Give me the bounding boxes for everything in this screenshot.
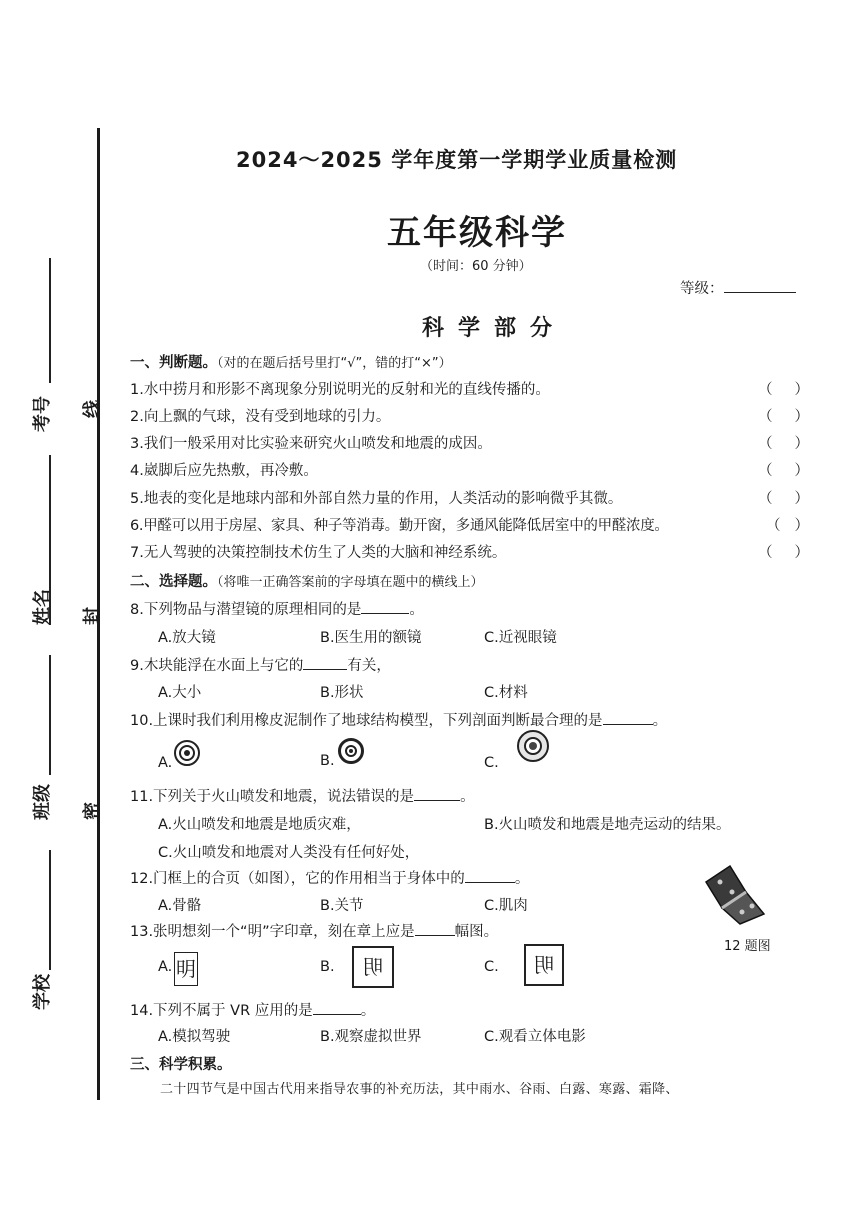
- q11-option-a[interactable]: A.火山喷发和地震是地质灾难，: [158, 817, 361, 833]
- judge-item-7: 7.无人驾驶的决策控制技术仿生了人类的大脑和神经系统。: [130, 545, 507, 561]
- q9-blank: [303, 669, 347, 670]
- judge-item-3: 3.我们一般采用对比实验来研究火山喷发和地震的成因。: [130, 436, 492, 452]
- q13-option-c[interactable]: C.: [484, 959, 499, 975]
- class-label: 班级: [32, 784, 53, 820]
- q10-blank: [603, 724, 653, 725]
- grade-label: 等级：: [680, 277, 796, 298]
- q12-figure-caption: 12 题图: [724, 939, 771, 954]
- q14-option-c[interactable]: C.观看立体电影: [484, 1029, 586, 1045]
- q10-stem: 10.上课时我们利用橡皮泥制作了地球结构模型，下列剖面判断最合理的是 。: [130, 713, 668, 729]
- q14-blank: [313, 1014, 361, 1015]
- q11-option-b[interactable]: B.火山喷发和地震是地壳运动的结果。: [484, 817, 731, 833]
- q9-option-a[interactable]: A.大小: [158, 685, 202, 701]
- sec1-heading-row: [130, 351, 452, 372]
- earth-model-c-icon: [517, 730, 549, 762]
- hinge-icon: [700, 862, 772, 928]
- exam-title: 2024～2025 学年度第一学期学业质量检测: [236, 148, 678, 172]
- judge-item-4: 4.崴脚后应先热敷，再冷敷。: [130, 463, 318, 479]
- q12-blank: [465, 882, 515, 883]
- judge-item-1: 1.水中捞月和形影不离现象分别说明光的反射和光的直线传播的。: [130, 382, 550, 398]
- school-blank: [49, 850, 51, 970]
- sec2-heading: 二、选择题。: [130, 574, 217, 590]
- q11-blank: [414, 800, 460, 801]
- answer-paren-4: （ ）: [758, 463, 809, 479]
- sec1-heading: 一、判断题。: [130, 355, 217, 371]
- sec1-instruction: （对的在题后括号里打“√”，错的打“×”）: [217, 356, 452, 371]
- q13-option-a[interactable]: A.: [158, 959, 173, 975]
- exam-number-label: 考号: [32, 396, 53, 432]
- stamp-a-icon: 明: [174, 952, 198, 986]
- q12-stem: 12.门框上的合页（如图），它的作用相当于身体中的 。: [130, 871, 530, 887]
- stamp-b-icon: 明: [352, 946, 394, 988]
- q13-blank: [415, 935, 455, 936]
- sec3-paragraph: 二十四节气是中国古代用来指导农事的补充历法，其中雨水、谷雨、白露、寒露、霜降、: [160, 1082, 679, 1097]
- q9-option-c[interactable]: C.材料: [484, 685, 528, 701]
- judge-item-5: 5.地表的变化是地球内部和外部自然力量的作用，人类活动的影响微乎其微。: [130, 491, 623, 507]
- answer-paren-7: （ ）: [758, 545, 809, 561]
- part-title: 科学部分: [422, 316, 567, 341]
- q14-option-a[interactable]: A.模拟驾驶: [158, 1029, 231, 1045]
- q14-option-b[interactable]: B.观察虚拟世界: [320, 1029, 422, 1045]
- q9-option-b[interactable]: B.形状: [320, 685, 364, 701]
- school-label: 学校: [32, 974, 53, 1010]
- q14-stem: 14.下列不属于 VR 应用的是 。: [130, 1003, 376, 1019]
- q12-option-c[interactable]: C.肌肉: [484, 898, 528, 914]
- stamp-c-icon: 明: [524, 944, 564, 986]
- q8-option-a[interactable]: A.放大镜: [158, 630, 216, 646]
- q12-option-b[interactable]: B.关节: [320, 898, 364, 914]
- q11-option-c[interactable]: C.火山喷发和地震对人类没有任何好处，: [158, 845, 420, 861]
- name-label: 姓名: [32, 589, 53, 625]
- earth-model-a-icon: [174, 740, 200, 766]
- grade-blank: [724, 292, 796, 293]
- q12-option-a[interactable]: A.骨骼: [158, 898, 202, 914]
- judge-item-6: 6.甲醛可以用于房屋、家具、种子等消毒。勤开窗，多通风能降低居室中的甲醛浓度。: [130, 518, 669, 534]
- q8-blank: [361, 613, 409, 614]
- q10-option-b[interactable]: B.: [320, 753, 335, 769]
- q13-option-b[interactable]: B.: [320, 959, 335, 975]
- q10-option-c[interactable]: C.: [484, 755, 499, 771]
- earth-model-b-icon: [338, 738, 364, 764]
- answer-paren-6: （ ）: [766, 518, 809, 534]
- seal-word-secret: 密: [82, 802, 103, 820]
- q13-stem: 13.张明想刻一个“明”字印章，刻在章上应是 幅图。: [130, 924, 499, 940]
- answer-paren-5: （ ）: [758, 491, 809, 507]
- seal-word-seal: 封: [82, 607, 103, 625]
- sec2-heading-row: [130, 570, 484, 591]
- subject-title: 五年级科学: [387, 213, 567, 253]
- q8-stem: 8.下列物品与潜望镜的原理相同的是 。: [130, 602, 424, 618]
- answer-paren-3: （ ）: [758, 436, 809, 452]
- answer-paren-2: （ ）: [758, 409, 809, 425]
- judge-item-2: 2.向上飘的气球，没有受到地球的引力。: [130, 409, 391, 425]
- q8-option-c[interactable]: C.近视眼镜: [484, 630, 557, 646]
- sec3-heading: 三、科学积累。: [130, 1057, 232, 1073]
- q10-option-a[interactable]: A.: [158, 755, 173, 771]
- time-limit: （时间：60 分钟）: [420, 259, 532, 274]
- sec2-instruction: （将唯一正确答案前的字母填在题中的横线上）: [217, 575, 484, 590]
- exam-number-blank: [49, 258, 51, 383]
- seal-word-line: 线: [82, 400, 103, 418]
- answer-paren-1: （ ）: [758, 382, 809, 398]
- class-blank: [49, 655, 51, 775]
- q11-stem: 11.下列关于火山喷发和地震，说法错误的是 。: [130, 789, 475, 805]
- q8-option-b[interactable]: B.医生用的额镜: [320, 630, 422, 646]
- q9-stem: 9.木块能浮在水面上与它的 有关，: [130, 658, 391, 674]
